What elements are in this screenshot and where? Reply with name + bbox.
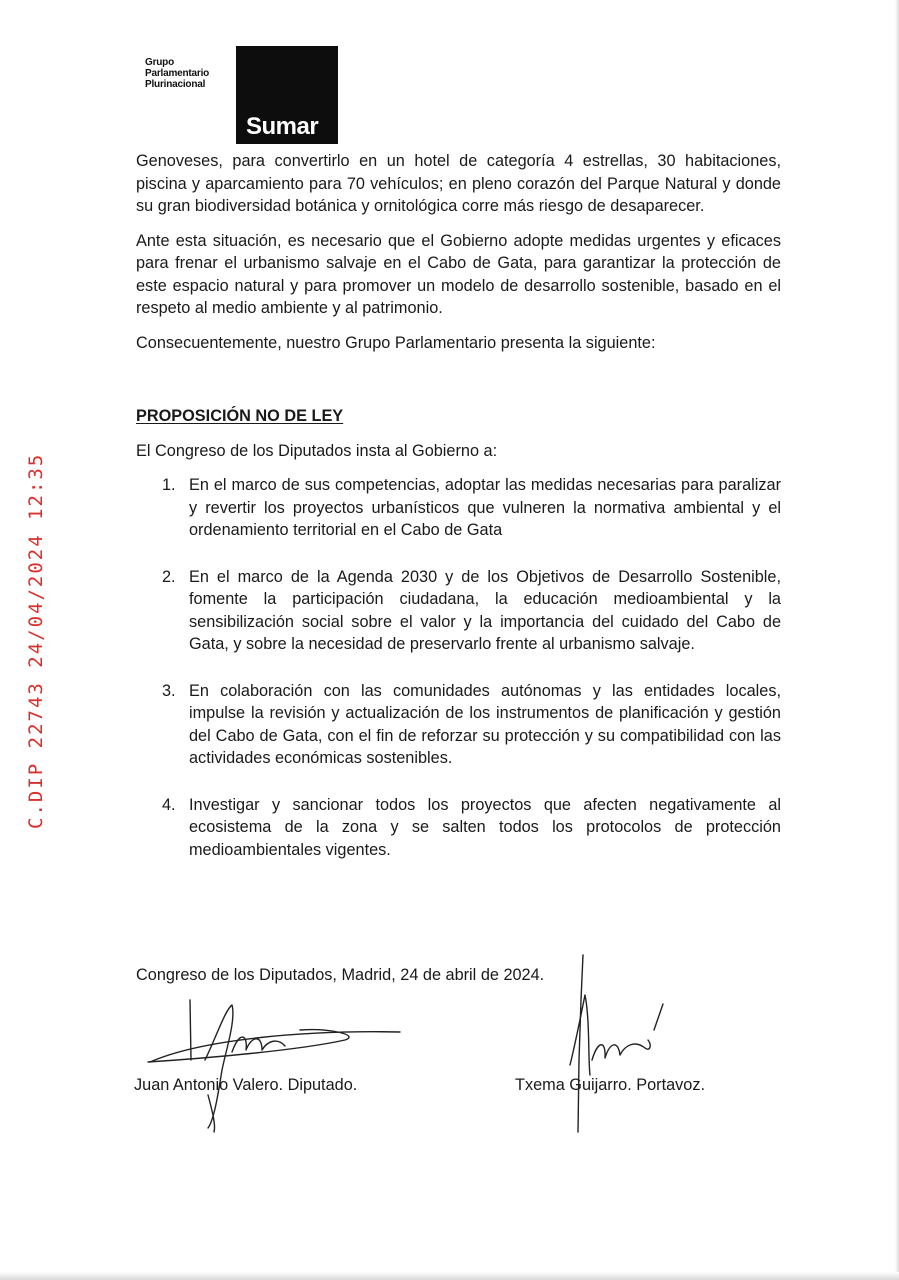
list-item (136, 474, 781, 542)
place-date: Congreso de los Diputados, Madrid, 24 de abril de 2024. (136, 966, 545, 984)
brand-name: Sumar (246, 113, 319, 140)
body-paragraph: Consecuentemente, nuestro Grupo Parlamentario presenta la siguiente: (136, 333, 656, 352)
item-text: Investigar y sancionar todos los proyectos que afecten negativamente al ecosistema de la zona y se salten todos los protocolos de protección medioambientales vigentes. (189, 795, 781, 859)
item-number: 4. (162, 795, 176, 814)
list-item (136, 680, 781, 770)
signature-left (148, 1000, 400, 1132)
item-number: 2. (162, 567, 176, 586)
sumar-logo (236, 46, 338, 144)
org-line: Plurinacional (145, 79, 206, 90)
body-paragraph: Ante esta situación, es necesario que el Gobierno adopte medidas urgentes y eficaces para frenar el urbanismo salvaje en el Cabo de Gata, para garantizar la protección de este espacio natural y para promover un modelo de desarrollo sostenible, basado en el respeto al medio ambiente y al patrimonio. (136, 231, 781, 317)
item-text: En el marco de la Agenda 2030 y de los Objetivos de Desarrollo Sostenible, fomente la participación ciudadana, la educación medioambiental y la sensibilización social sobre el valor y la importancia del cuidado del Cabo de Gata, y sobre la necesidad de preservarlo frente al urbanismo salvaje. (189, 567, 781, 653)
signature-right (570, 955, 663, 1132)
item-number: 3. (162, 681, 176, 700)
item-text: En el marco de sus competencias, adoptar las medidas necesarias para paralizar y revertir los proyectos urbanísticos que vulneren la normativa ambiental y el ordenamiento territorial en el Cabo de Gata (189, 476, 781, 539)
page-edge-shadow (895, 0, 899, 1280)
org-line: Parlamentario (145, 68, 210, 79)
org-line: Grupo (145, 57, 174, 68)
registry-stamp: C.DIP 22743 24/04/2024 12:35 (25, 452, 47, 829)
page-edge-shadow-bottom (0, 1272, 899, 1280)
signer-name-right: Txema Guijarro. Portavoz. (515, 1076, 706, 1094)
org-name (145, 57, 209, 90)
item-number: 1. (162, 476, 176, 494)
document-body (136, 150, 781, 885)
signer-name-left: Juan Antonio Valero. Diputado. (134, 1076, 358, 1094)
section-heading: PROPOSICIÓN NO DE LEY (136, 407, 344, 425)
item-text: En colaboración con las comunidades autónomas y las entidades locales, impulse la revisión y actualización de los instrumentos de planificación y gestión del Cabo de Gata, con el fin de reforzar su protección y su compatibilidad con las actividades económicas sostenibles. (189, 681, 781, 767)
intro-text: El Congreso de los Diputados insta al Gobierno a: (136, 441, 498, 460)
list-item (136, 566, 781, 656)
measures-list (136, 474, 781, 861)
body-paragraph: Genoveses, para convertirlo en un hotel de categoría 4 estrellas, 30 habitaciones, piscina y aparcamiento para 70 vehículos; en pleno corazón del Parque Natural y donde su gran biodiversidad botánica y ornitológica corre más riesgo de desaparecer. (136, 152, 781, 215)
list-item (136, 794, 781, 862)
